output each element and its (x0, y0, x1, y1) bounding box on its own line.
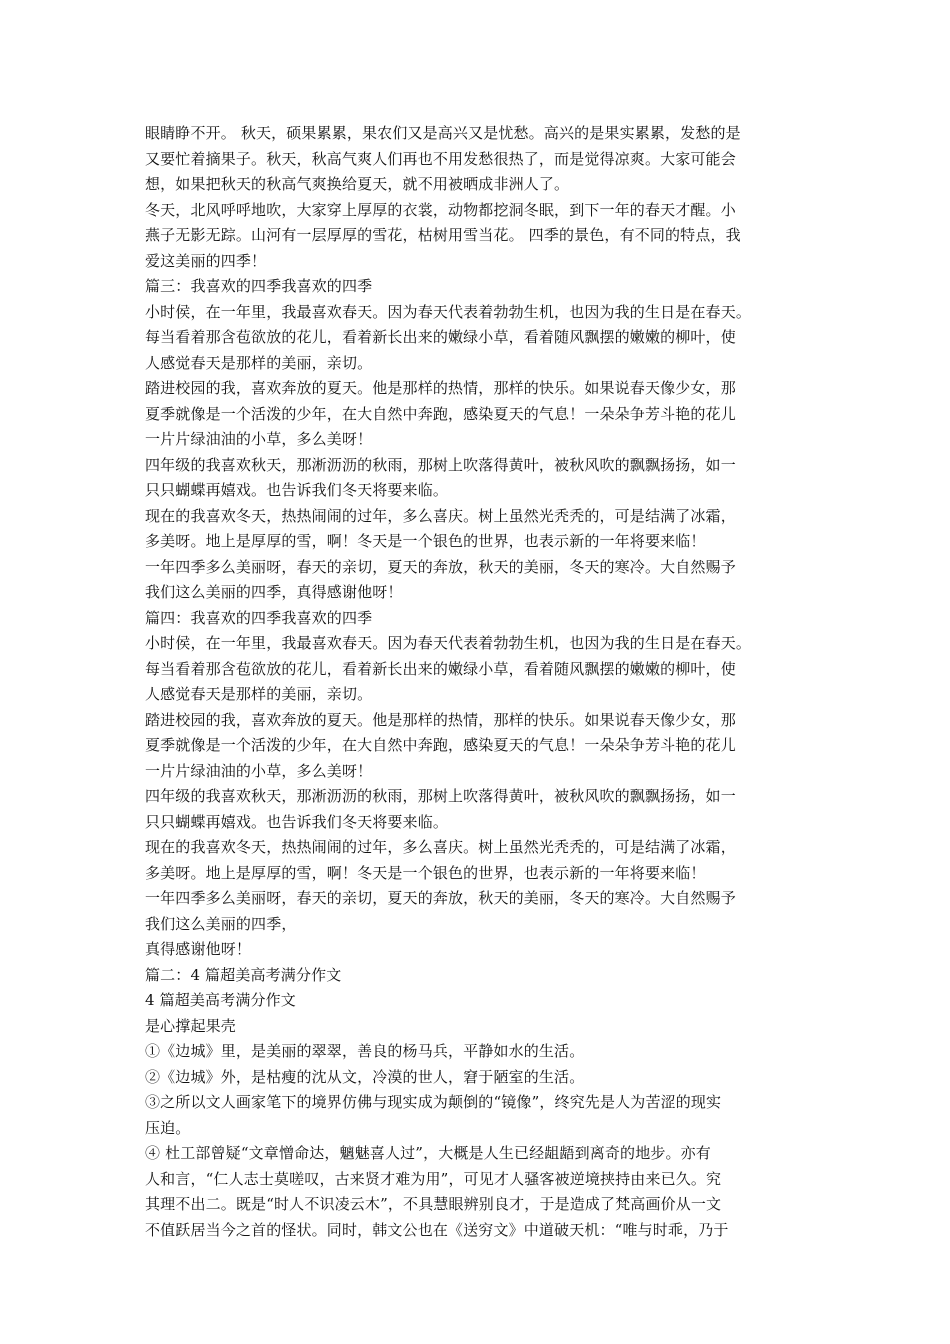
text-line: ①《边城》里，是美丽的翠翠，善良的杨马兵，平静如水的生活。 (145, 1042, 585, 1060)
text-line: 人感觉春天是那样的美丽，亲切。 (145, 353, 373, 372)
text-line: 不值跃居当今之首的怪状。同时，韩文公也在《送穷文》中道破天机：“唯与时乖，乃于 (145, 1220, 729, 1239)
document-page (145, 121, 815, 1243)
text-line: 只只蝴蝶再嬉戏。也告诉我们冬天将要来临。 (145, 481, 449, 499)
text-line: 四年级的我喜欢秋天，那淅沥沥的秋雨，那树上吹落得黄叶，被秋风吹的飘飘扬扬，如一 (145, 787, 736, 805)
text-line: 其理不出二。既是“时人不识凌云木”，不具慧眼辨别良才，于是造成了梵高画价从一文 (145, 1195, 722, 1213)
text-line: 小时侯，在一年里，我最喜欢春天。因为春天代表着勃勃生机，也因为我的生日是在春天。 (145, 634, 752, 652)
text-line: 篇二：4 篇超美高考满分作文 (145, 965, 342, 984)
text-line: 一年四季多么美丽呀，春天的亲切，夏天的奔放，秋天的美丽，冬天的寒冷。大自然赐予 (145, 889, 736, 907)
text-line: ②《边城》外，是枯瘦的沈从文，冷漠的世人，窘于陋室的生活。 (145, 1067, 585, 1086)
text-line: 真得感谢他呀！ (145, 940, 252, 958)
text-line: 夏季就像是一个活泼的少年，在大自然中奔跑，感染夏天的气息！一朵朵争芳斗艳的花儿 (145, 736, 736, 754)
text-line: 我们这么美丽的四季， (145, 914, 297, 933)
text-line: 我们这么美丽的四季，真得感谢他呀！ (145, 583, 403, 601)
text-line: 冬天，北风呼呼地吹，大家穿上厚厚的衣裳，动物都挖洞冬眠，到下一年的春天才醒。小 (145, 200, 736, 219)
text-line: 每当看着那含苞欲放的花儿，看着新长出来的嫩绿小草，看着随风飘摆的嫩嫩的柳叶，使 (145, 659, 736, 678)
text-line: 人感觉春天是那样的美丽，亲切。 (145, 685, 373, 703)
text-line: 眼睛睁不开。 秋天，硕果累累，果农们又是高兴又是忧愁。高兴的是果实累累，发愁的是 (145, 124, 741, 142)
text-line: 踏进校园的我，喜欢奔放的夏天。他是那样的热情，那样的快乐。如果说春天像少女，那 (145, 379, 736, 397)
text-line: ④ 杜工部曾疑“文章憎命达，魑魅喜人过”，大概是人生已经龃龉到离奇的地步。亦有 (145, 1144, 711, 1162)
text-line: 4 篇超美高考满分作文 (145, 991, 296, 1009)
text-line: 又要忙着摘果子。秋天，秋高气爽人们再也不用发愁很热了，而是觉得凉爽。大家可能会 (145, 149, 736, 168)
text-line: 爱这美丽的四季！ (145, 251, 267, 270)
text-line: 小时侯，在一年里，我最喜欢春天。因为春天代表着勃勃生机，也因为我的生日是在春天。 (145, 302, 752, 321)
text-line: 夏季就像是一个活泼的少年，在大自然中奔跑，感染夏天的气息！一朵朵争芳斗艳的花儿 (145, 404, 736, 423)
text-line: 多美呀。地上是厚厚的雪，啊！冬天是一个银色的世界，也表示新的一年将要来临！ (145, 863, 706, 882)
text-line: 一片片绿油油的小草，多么美呀！ (145, 761, 373, 780)
text-line: 现在的我喜欢冬天，热热闹闹的过年，多么喜庆。树上虽然光秃秃的，可是结满了冰霜， (145, 506, 736, 525)
text-line: 多美呀。地上是厚厚的雪，啊！冬天是一个银色的世界，也表示新的一年将要来临！ (145, 532, 706, 550)
text-line: 压迫。 (145, 1118, 191, 1137)
text-line: ③之所以文人画家笔下的境界仿佛与现实成为颠倒的“镜像”，终究先是人为苦涩的现实 (145, 1093, 722, 1111)
text-line: 踏进校园的我，喜欢奔放的夏天。他是那样的热情，那样的快乐。如果说春天像少女，那 (145, 710, 736, 729)
text-line: 一年四季多么美丽呀，春天的亲切，夏天的奔放，秋天的美丽，冬天的寒冷。大自然赐予 (145, 557, 736, 576)
text-line: 人和言，“仁人志士莫嗟叹，古来贤才难为用”，可见才人骚客被逆境挟持由来已久。究 (145, 1169, 722, 1188)
text-line: 篇四：我喜欢的四季我喜欢的四季 (145, 608, 373, 627)
text-line: 想，如果把秋天的秋高气爽换给夏天，就不用被晒成非洲人了。 (145, 175, 570, 193)
text-line: 燕子无影无踪。山河有一层厚厚的雪花，枯树用雪当花。 四季的景色，有不同的特点，我 (145, 226, 741, 244)
text-line: 一片片绿油油的小草，多么美呀！ (145, 430, 373, 448)
text-line: 篇三：我喜欢的四季我喜欢的四季 (145, 277, 373, 295)
text-line: 现在的我喜欢冬天，热热闹闹的过年，多么喜庆。树上虽然光秃秃的，可是结满了冰霜， (145, 838, 736, 856)
text-line: 四年级的我喜欢秋天，那淅沥沥的秋雨，那树上吹落得黄叶，被秋风吹的飘飘扬扬，如一 (145, 455, 736, 474)
text-line: 每当看着那含苞欲放的花儿，看着新长出来的嫩绿小草，看着随风飘摆的嫩嫩的柳叶，使 (145, 328, 736, 346)
text-line: 是心撑起果壳 (145, 1016, 236, 1035)
text-line: 只只蝴蝶再嬉戏。也告诉我们冬天将要来临。 (145, 812, 449, 831)
